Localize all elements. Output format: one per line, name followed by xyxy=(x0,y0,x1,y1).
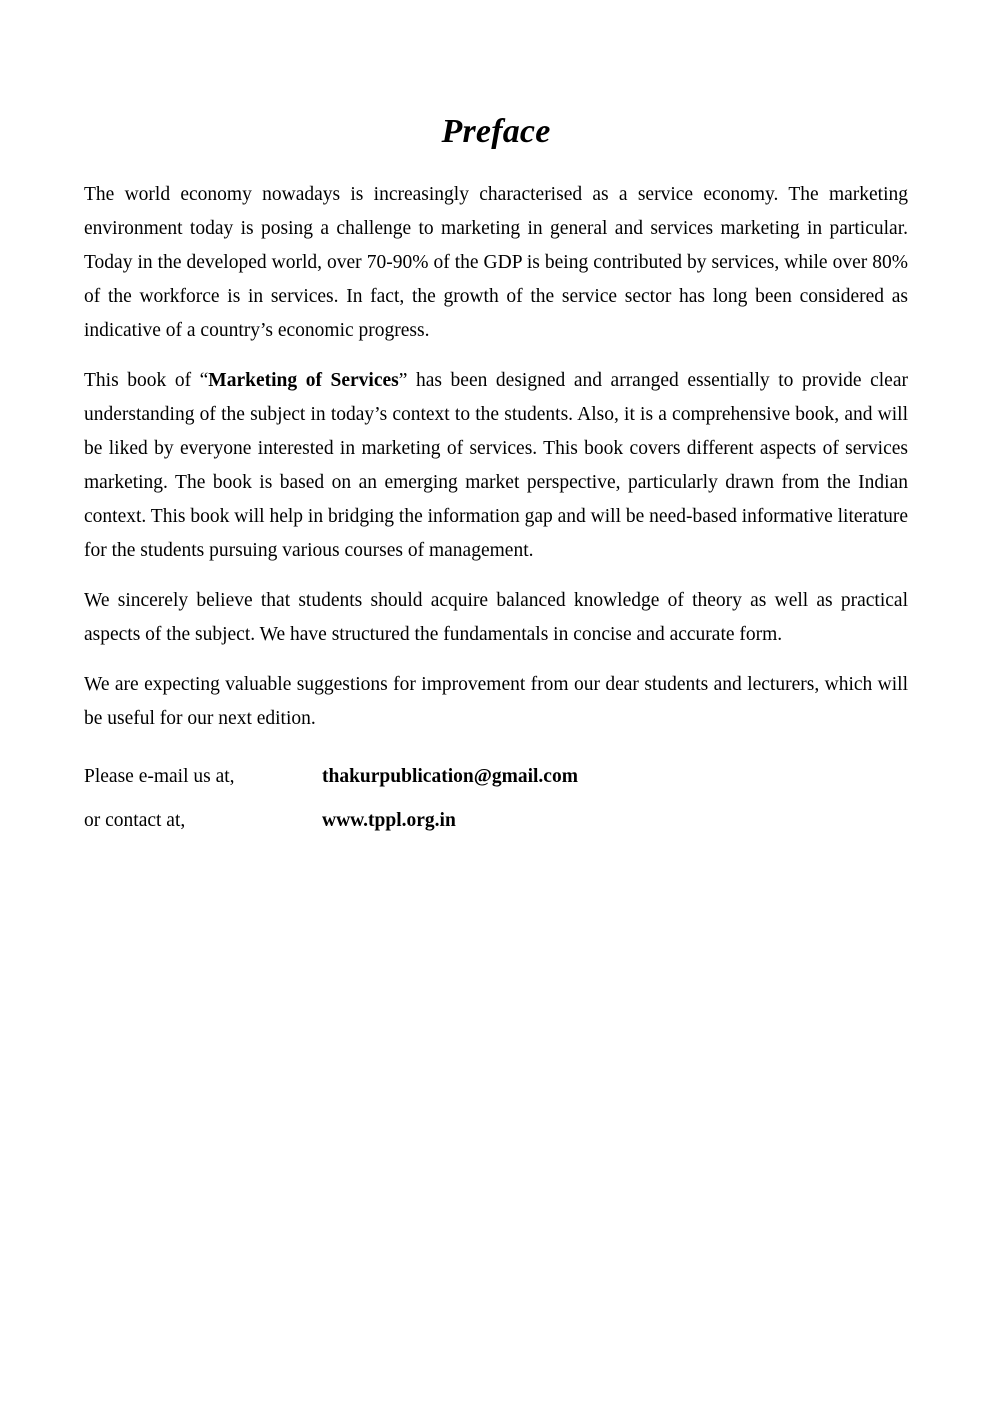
contact-label: or contact at, xyxy=(84,810,186,832)
contact-email[interactable]: thakurpublication@gmail.com xyxy=(322,766,578,788)
emphasised-text: Marketing of Services xyxy=(208,370,399,392)
paragraph-text: We are expecting valuable suggestions for improvement from our dear students and lecturers, which will be useful for our next edition. xyxy=(84,674,908,730)
contact-block xyxy=(84,760,908,838)
paragraph xyxy=(84,364,908,568)
page-content xyxy=(84,0,908,848)
paragraph-text: ” has been designed and arranged essentially to provide clear understanding of the subject in today’s context to the students. Also, it is a comprehensive book, and will be liked by everyone interested in marketing of services. This book covers different aspects of services marketing. The book is based on an emerging market perspective, particularly drawn from the Indian context. This book will help in bridging the information gap and will be need-based informative literature for the students pursuing various courses of management. xyxy=(84,370,908,562)
page-title: Preface xyxy=(441,113,551,150)
paragraph xyxy=(84,584,908,652)
contact-row xyxy=(84,804,908,838)
contact-website[interactable]: www.tppl.org.in xyxy=(322,810,456,832)
paragraph-text: The world economy nowadays is increasingly characterised as a service economy. The marketing environment today is posing a challenge to marketing in general and services marketing in particular. Today in the developed world, over 70-90% of the GDP is being contributed by services, while over 80% of the workforce is in services. In fact, the growth of the service sector has long been considered as indicative of a country’s economic progress. xyxy=(84,184,908,342)
paragraph xyxy=(84,178,908,348)
preface-body xyxy=(84,178,908,736)
paragraph xyxy=(84,668,908,736)
paragraph-text: This book of “ xyxy=(84,370,209,392)
contact-label: Please e-mail us at, xyxy=(84,766,235,788)
paragraph-text: We sincerely believe that students should acquire balanced knowledge of theory as well as practical aspects of the subject. We have structured the fundamentals in concise and accurate form. xyxy=(84,590,908,646)
contact-row xyxy=(84,760,908,794)
